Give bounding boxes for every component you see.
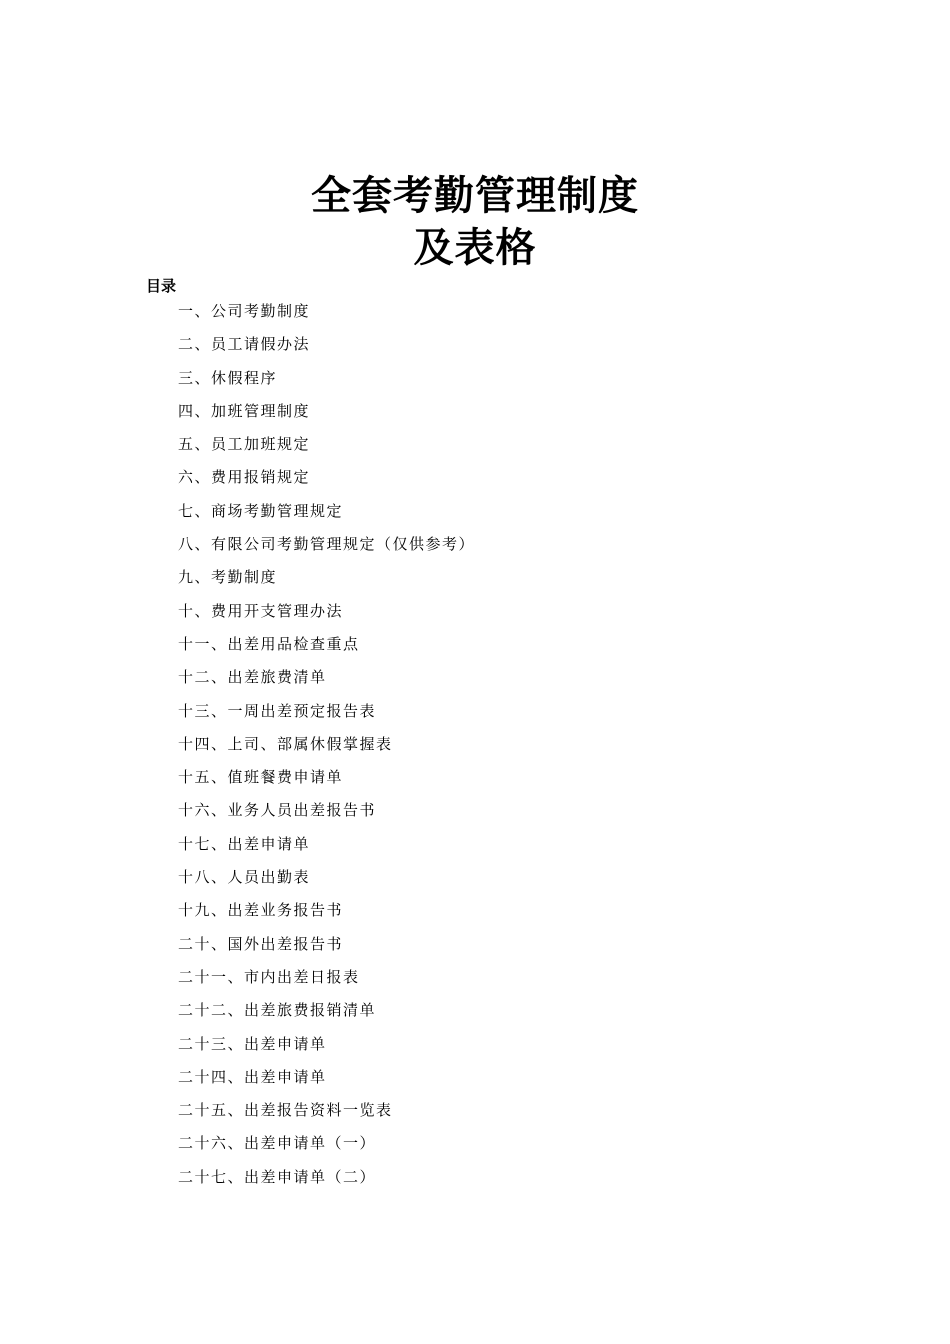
toc-item: 九、考勤制度 [178,568,278,587]
toc-item: 四、加班管理制度 [178,401,311,420]
toc-item: 一、公司考勤制度 [178,302,311,320]
toc-item: 二十七、出差申请单（二） [178,1167,377,1186]
toc-item: 六、费用报销规定 [178,468,311,487]
toc-item: 二十四、出差申请单 [178,1067,327,1086]
toc-item: 五、员工加班规定 [178,435,311,454]
table-of-contents [178,298,475,1197]
title-line-2: 及表格 [413,224,537,271]
toc-item: 十、费用开支管理办法 [178,601,344,620]
toc-item: 十四、上司、部属休假掌握表 [178,734,393,753]
toc-item: 二十五、出差报告资料一览表 [178,1101,393,1120]
toc-item: 二、员工请假办法 [178,335,311,354]
toc-item: 七、商场考勤管理规定 [178,501,344,520]
toc-item: 十二、出差旅费清单 [178,668,327,687]
toc-item: 十六、业务人员出差报告书 [178,801,377,820]
toc-item: 二十三、出差申请单 [178,1034,327,1053]
toc-item: 二十六、出差申请单（一） [178,1134,377,1153]
toc-item: 十三、一周出差预定报告表 [178,701,377,720]
toc-item: 二十二、出差旅费报销清单 [178,1001,377,1020]
toc-item: 八、有限公司考勤管理规定（仅供参考） [178,535,476,554]
toc-item: 二十、国外出差报告书 [178,934,344,953]
toc-item: 十一、出差用品检查重点 [178,634,360,653]
toc-item: 十九、出差业务报告书 [178,901,344,920]
toc-item: 十五、值班餐费申请单 [178,768,344,787]
toc-item: 二十一、市内出差日报表 [178,967,360,986]
toc-item: 三、休假程序 [178,368,278,387]
toc-heading: 目录 [146,277,177,295]
toc-item: 十八、人员出勤表 [178,868,311,887]
title-line-1: 全套考勤管理制度 [311,172,639,219]
toc-item: 十七、出差申请单 [178,834,311,853]
document-title [0,170,950,274]
